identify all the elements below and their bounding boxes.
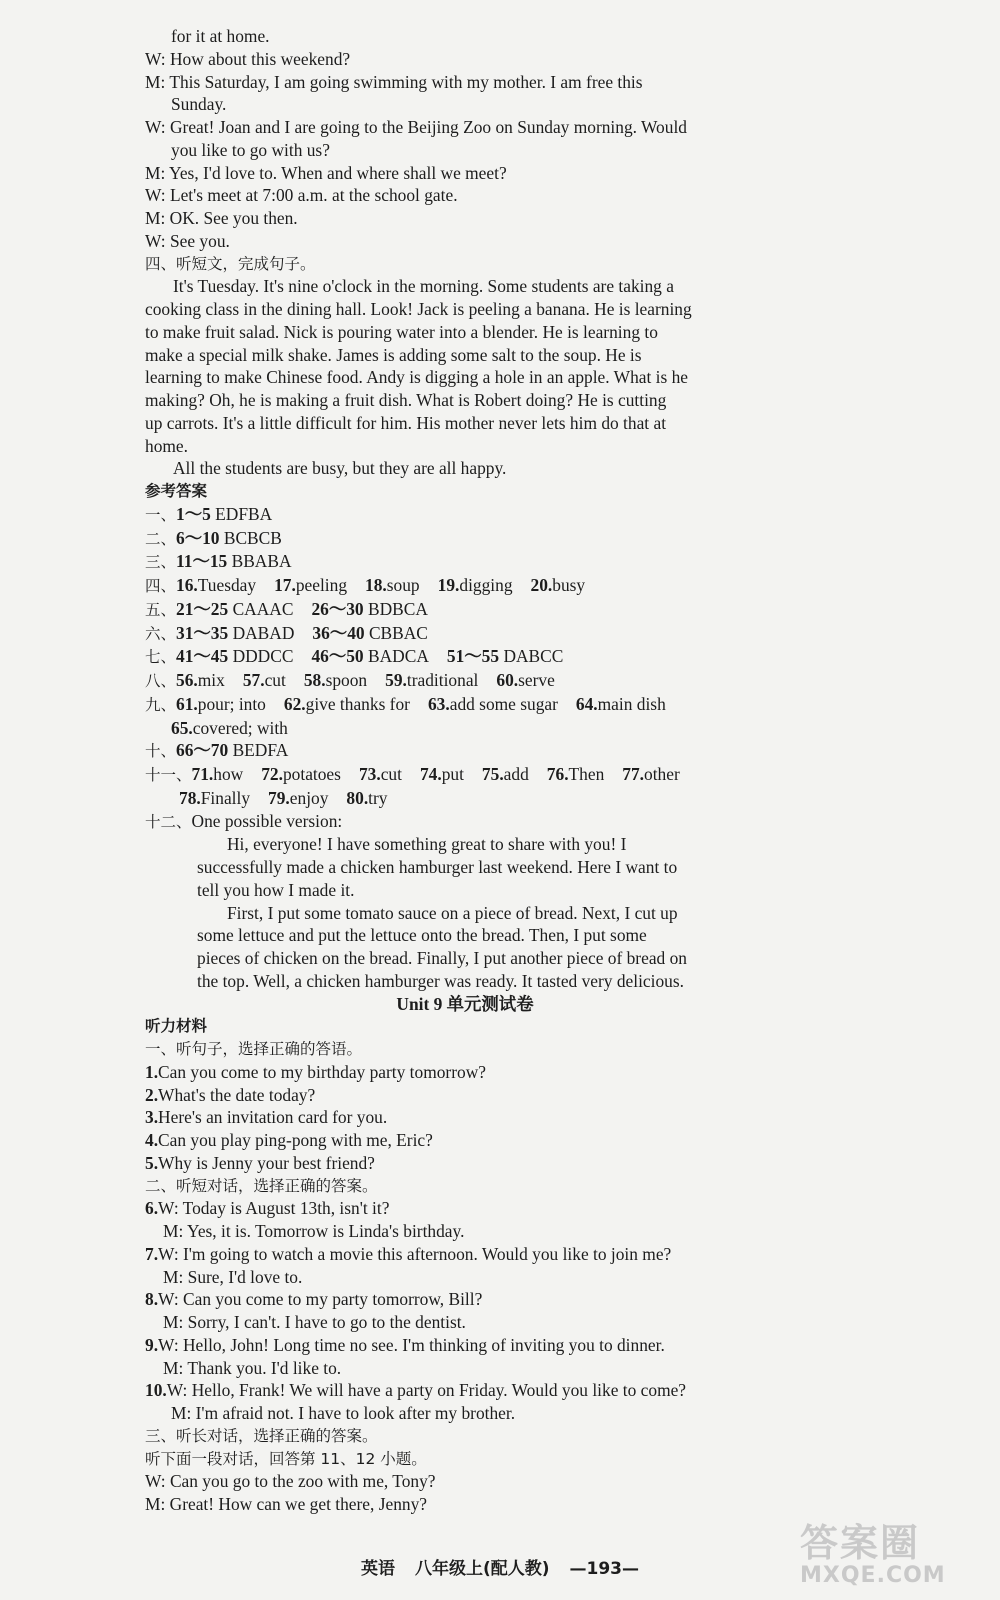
passage-line: All the students are busy, but they are all happy.	[173, 458, 507, 479]
answer-row: 四、16.Tuesday 17.peeling 18.soup 19.digging 20.busy	[145, 575, 586, 595]
document-page	[145, 25, 785, 1516]
essay	[145, 833, 785, 992]
passage-line: to make fruit salad. Nick is pouring water into a blender. He is learning to	[145, 321, 658, 342]
question-line: 3.Here's an invitation card for you.	[145, 1107, 388, 1128]
u9-section1-heading: 一、听句子，选择正确的答语。	[145, 1040, 363, 1058]
passage-line: cooking class in the dining hall. Look! Jack is peeling a banana. He is learning	[145, 299, 692, 319]
answer-row: 三、11～15 BBABA	[145, 551, 292, 572]
dialogue-line: 8.W: Can you come to my party tomorrow, Bill?	[145, 1289, 483, 1310]
answer-row-cont: 78.Finally 79.enjoy 80.try	[179, 787, 388, 808]
essay-line: tell you how I made it.	[197, 879, 355, 900]
answer-row: 五、21～25 CAAAC 26～30 BDBCA	[145, 598, 428, 619]
dialogue-line: M: Thank you. I'd like to.	[163, 1357, 342, 1378]
dialogue-line: W: Can you go to the zoo with me, Tony?	[145, 1471, 436, 1492]
essay-line: some lettuce and put the lettuce onto the bread. Then, I put some	[197, 925, 647, 946]
answers-heading: 参考答案	[145, 482, 208, 500]
passage-line: make a special milk shake. James is adding some salt to the soup. He is	[145, 344, 642, 365]
answer-row: 十二、One possible version:	[145, 810, 343, 831]
dialogue-line: W: Let's meet at 7:00 a.m. at the school gate.	[145, 185, 458, 206]
watermark-bottom: MXQE.COM	[800, 1563, 946, 1588]
dialogue-line: 10.W: Hello, Frank! We will have a party on Friday. Would you like to come?	[145, 1380, 687, 1401]
essay-line: First, I put some tomato sauce on a piece of bread. Next, I cut up	[227, 902, 678, 923]
answer-row: 九、61.pour; into 62.give thanks for 63.add some sugar 64.main dish	[145, 693, 666, 714]
essay-line: pieces of chicken on the bread. Finally, I put another piece of bread on	[197, 948, 687, 968]
dialogue-line: M: Sure, I'd love to.	[163, 1266, 303, 1287]
dialogue-line: M: Sorry, I can't. I have to go to the dentist.	[163, 1312, 466, 1332]
u9-section1	[145, 1061, 785, 1175]
answer-row: 十一、71.how 72.potatoes 73.cut 74.put 75.add 76.Then 77.other	[145, 764, 680, 784]
dialogue-line: W: Great! Joan and I are going to the Beijing Zoo on Sunday morning. Would	[145, 117, 687, 137]
u9-section3-intro: 听下面一段对话，回答第 11、12 小题。	[145, 1449, 427, 1468]
page-number: —193—	[569, 1559, 640, 1579]
answer-row-cont: 65.covered; with	[171, 717, 288, 738]
answer-row: 八、56.mix 57.cut 58.spoon 59.traditional 60.serve	[145, 670, 555, 690]
question-line: 5.Why is Jenny your best friend?	[145, 1152, 375, 1173]
answer-row: 二、6～10 BCBCB	[145, 527, 282, 548]
passage	[145, 275, 785, 480]
dialogue-line: Sunday.	[171, 94, 227, 115]
essay-line: the top. Well, a chicken hamburger was ready. It tasted very delicious.	[197, 970, 684, 991]
answer-key	[145, 503, 785, 834]
answer-row: 七、41～45 DDDCC 46～50 BADCA 51～55 DABCC	[145, 646, 564, 667]
watermark-top: 答案圈	[800, 1521, 921, 1565]
watermark-logo	[800, 1512, 970, 1588]
dialogue-line: W: How about this weekend?	[145, 48, 351, 69]
dialogue-line: W: See you.	[145, 230, 230, 251]
dialogue-line: M: Great! How can we get there, Jenny?	[145, 1494, 428, 1514]
dialogue-line: M: I'm afraid not. I have to look after my brother.	[171, 1403, 516, 1423]
dialogue-line: 7.W: I'm going to watch a movie this afternoon. Would you like to join me?	[145, 1243, 672, 1264]
unit-title: Unit 9 单元测试卷	[396, 993, 534, 1014]
passage-line: It's Tuesday. It's nine o'clock in the morning. Some students are taking a	[173, 276, 674, 297]
u9-section3-heading: 三、听长对话，选择正确的答案。	[145, 1426, 378, 1445]
answer-row: 一、1～5 EDFBA	[145, 503, 273, 524]
answer-row: 十、66～70 BEDFA	[145, 740, 289, 761]
question-line: 1.Can you come to my birthday party tomorrow?	[145, 1061, 486, 1082]
section4-heading: 四、听短文，完成句子。	[145, 254, 316, 273]
dialogue-line: you like to go with us?	[171, 139, 330, 160]
dialogue-top	[145, 25, 785, 253]
dialogue-line: 9.W: Hello, John! Long time no see. I'm thinking of inviting you to dinner.	[145, 1334, 665, 1355]
dialogue-line: M: This Saturday, I am going swimming with my mother. I am free this	[145, 71, 643, 92]
passage-line: home.	[145, 435, 188, 456]
question-line: 2.What's the date today?	[145, 1084, 316, 1105]
dialogue-line: for it at home.	[171, 26, 270, 46]
passage-line: learning to make Chinese food. Andy is digging a hole in an apple. What is he	[145, 367, 689, 388]
passage-line: making? Oh, he is making a fruit dish. What is Robert doing? He is cutting	[145, 390, 667, 410]
essay-line: successfully made a chicken hamburger last weekend. Here I want to	[197, 857, 678, 877]
question-line: 4.Can you play ping-pong with me, Eric?	[145, 1130, 433, 1150]
footer-subject: 英语	[360, 1559, 395, 1579]
dialogue-line: M: Yes, I'd love to. When and where shall we meet?	[145, 162, 507, 183]
u9-section2	[145, 1197, 785, 1425]
listening-heading: 听力材料	[145, 1017, 208, 1036]
u9-section2-heading: 二、听短对话，选择正确的答案。	[145, 1176, 378, 1195]
dialogue-line: M: Yes, it is. Tomorrow is Linda's birthday.	[163, 1221, 465, 1241]
essay-line: Hi, everyone! I have something great to share with you! I	[227, 834, 627, 855]
footer-grade: 八年级上(配人教)	[414, 1559, 550, 1579]
answer-row: 六、31～35 DABAD 36～40 CBBAC	[145, 622, 428, 643]
passage-line: up carrots. It's a little difficult for him. His mother never lets him do that at	[145, 412, 667, 433]
dialogue-line: 6.W: Today is August 13th, isn't it?	[145, 1198, 390, 1219]
dialogue-line: M: OK. See you then.	[145, 208, 298, 228]
